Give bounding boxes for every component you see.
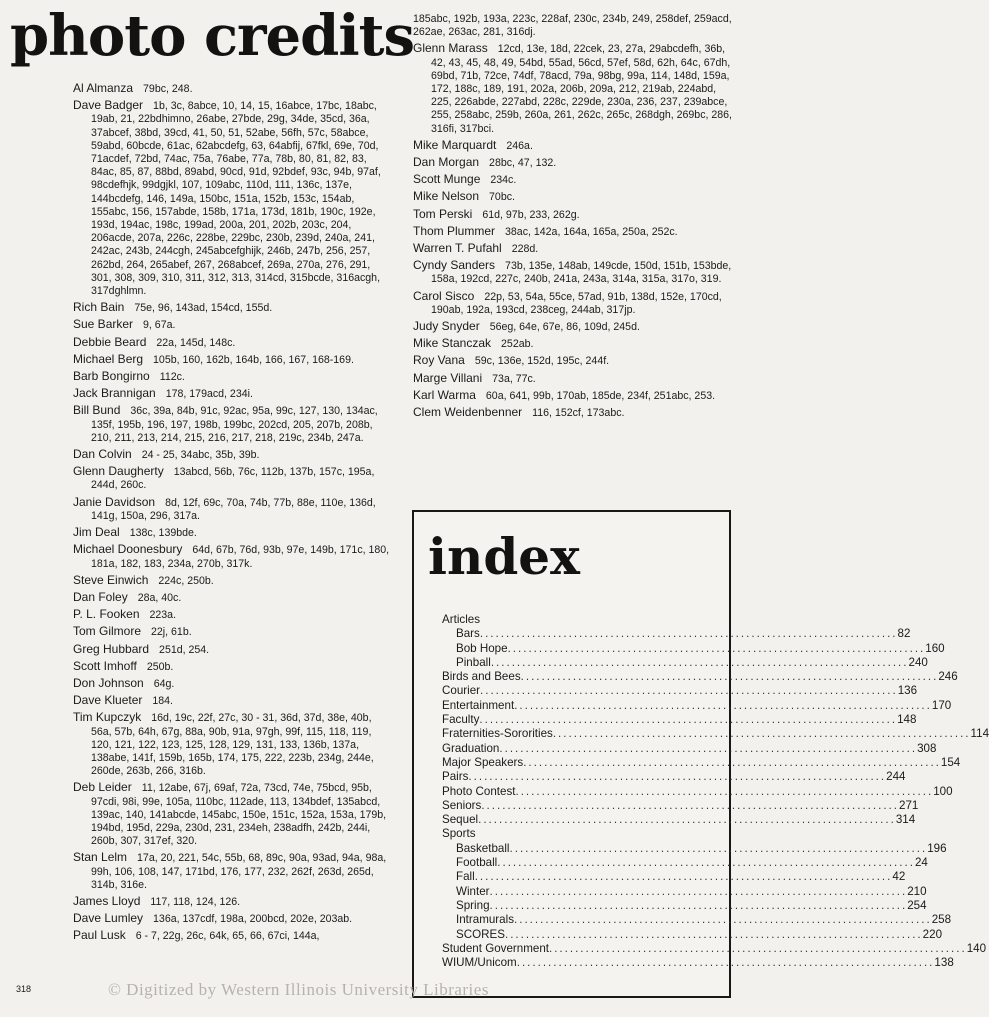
credit-entry xyxy=(73,318,391,332)
index-entry-label: Major Speakers xyxy=(442,755,524,769)
credit-entry xyxy=(413,225,735,239)
dot-leader: ................................................................................ xyxy=(489,898,908,912)
index-entry-page: 140 xyxy=(966,941,987,955)
photographer-name: Dan Foley xyxy=(73,589,128,604)
photographer-name: Michael Berg xyxy=(73,351,144,366)
credit-pages: 138c, 139bde. xyxy=(129,527,197,540)
credit-pages: 11, 12abe, 67j, 69af, 72a, 73cd, 74e, 75bcd, 95b, 97cdi, 98i, 99e, 105a, 110bc, 112ade, 113, 134bdef, 135abcd, 139ac, 140, 141abcde, 145abc, 150e, 151c, 152a, 153a, 179b, 194bd, 195d, 229a, 230d, 231, 234eh, 238adfh, 242b, 244i, 260b, 307, 317ef, 320. xyxy=(91,782,387,848)
index-entry-label: Spring xyxy=(456,898,490,912)
credit-pages: 59c, 136e, 152d, 195c, 244f. xyxy=(474,355,610,368)
credit-entry xyxy=(73,82,391,96)
index-entry-page: 114 xyxy=(970,727,989,741)
photographer-name: Bill Bund xyxy=(73,403,121,418)
photographer-name: Tom Perski xyxy=(413,206,473,221)
photographer-name: Jim Deal xyxy=(73,525,120,540)
credit-entry xyxy=(73,591,391,605)
credit-pages: 64g. xyxy=(153,677,175,690)
index-entry xyxy=(442,755,961,770)
photographer-name: Tim Kupczyk xyxy=(73,710,142,725)
index-entry-label: SCORES xyxy=(456,927,505,941)
index-entry-label: Intramurals xyxy=(456,913,514,927)
photographer-name: Warren T. Pufahl xyxy=(413,241,502,256)
credit-pages: 252ab. xyxy=(501,338,534,351)
credit-entry xyxy=(73,387,391,401)
index-entry-label: Student Government xyxy=(442,941,549,955)
dot-leader: ................................................................................ xyxy=(515,784,934,798)
photographer-name: Dave Badger xyxy=(73,98,144,113)
credits-left-column xyxy=(73,82,391,947)
credit-entry xyxy=(413,42,735,135)
credit-entry xyxy=(413,190,735,204)
credit-pages: 56eg, 64e, 67e, 86, 109d, 245d. xyxy=(489,321,640,334)
credit-pages: 12cd, 13e, 18d, 22cek, 23, 27a, 29abcdefh, 36b, 42, 43, 45, 48, 49, 54bd, 55ad, 56cd, 57ef, 58d, 62h, 64c, 67dh, 69bd, 71b, 72ce, 74df, 78acd, 79a, 98bg, 99a, 114, 148d, 159a, 172, 188c, 189, 191, 202a, 206b, 209a, 212, 219ab, 224abd, 225, 226abde, 227abd, 228c, 229de, 230a, 236, 237, 239abce, 255, 258abc, 259b, 260a, 261, 262c, 265c, 268dgh, 269bc, 286, 316fi, 317bci. xyxy=(431,43,732,135)
credit-pages: 60a, 641, 99b, 170ab, 185de, 234f, 251abc, 253. xyxy=(485,389,716,402)
credit-pages: 136a, 137cdf, 198a, 200bcd, 202e, 203ab. xyxy=(153,913,353,926)
dot-leader: ................................................................................ xyxy=(509,841,928,855)
credit-pages: 105b, 160, 162b, 164b, 166, 167, 168-169. xyxy=(153,353,354,366)
dot-leader: ................................................................................ xyxy=(478,813,896,827)
credit-pages: 73a, 77c. xyxy=(492,372,536,385)
photographer-name: Mike Stanczak xyxy=(413,336,492,351)
credit-entry xyxy=(413,406,735,420)
index-entry-page: 160 xyxy=(925,641,945,655)
credit-entry xyxy=(413,259,735,286)
dot-leader: ................................................................................ xyxy=(514,698,932,712)
index-entry-page: 254 xyxy=(907,898,927,912)
dot-leader: ................................................................................ xyxy=(479,713,898,727)
credit-pages: 250b. xyxy=(146,660,174,673)
photographer-name: Stan Lelm xyxy=(73,850,128,865)
index-entry xyxy=(442,641,945,656)
credit-pages: 36c, 39a, 84b, 91c, 92ac, 95a, 99c, 127, 130, 134ac, 135f, 195b, 196, 197, 198b, 199bc, 202cd, 205, 207b, 208b, 210, 211, 213, 214, 215, 216, 217, 218, 219c, 234b, 247a. xyxy=(91,405,378,444)
credit-entry xyxy=(413,389,735,403)
index-entry-label: Seniors xyxy=(442,798,482,812)
credit-pages: 224c, 250b. xyxy=(158,574,214,587)
index-entry-label: WIUM/Unicom xyxy=(442,956,517,970)
index-entry xyxy=(442,684,918,698)
credit-pages: 73b, 135e, 148ab, 149cde, 150d, 151b, 153bde, 158a, 192cd, 227c, 240b, 241a, 243a, 314a, 315a, 317o, 319. xyxy=(431,260,732,286)
credit-entry xyxy=(73,370,391,384)
index-entry-label: Courier xyxy=(442,684,481,698)
photographer-name: James Lloyd xyxy=(73,893,141,908)
photographer-name: Tom Gilmore xyxy=(73,624,142,639)
index-entry-label: Winter xyxy=(456,884,490,898)
photographer-name: Clem Weidenbenner xyxy=(413,405,523,420)
dot-leader: ................................................................................ xyxy=(468,770,887,784)
page-title: photo credits xyxy=(10,3,414,69)
credit-pages: 64d, 67b, 76d, 93b, 97e, 149b, 171c, 180, 181a, 182, 183, 234a, 270b, 317k. xyxy=(91,544,390,570)
credit-entry xyxy=(413,290,735,317)
dot-leader: ................................................................................ xyxy=(520,670,939,684)
index-entry xyxy=(442,884,927,899)
credit-pages: 223a. xyxy=(149,609,177,622)
credit-pages: 28bc, 47, 132. xyxy=(489,157,557,170)
index-entry-label: Birds and Bees xyxy=(442,670,521,684)
photographer-name: Don Johnson xyxy=(73,675,144,690)
watermark: © Digitized by Western Illinois University Libraries xyxy=(108,980,489,999)
index-entry xyxy=(442,698,952,713)
credit-entry xyxy=(73,336,391,350)
credit-pages: 22a, 145d, 148c. xyxy=(156,336,236,349)
index-entry-label: Bob Hope xyxy=(456,641,508,655)
index-entry xyxy=(442,898,927,913)
dot-leader: ................................................................................ xyxy=(481,798,900,812)
photographer-name: Marge Villani xyxy=(413,370,483,385)
photographer-name: Al Almanza xyxy=(73,81,134,95)
credit-pages: 178, 179acd, 234i. xyxy=(165,388,253,401)
credits-right-column xyxy=(413,13,735,423)
credit-entry xyxy=(73,448,391,462)
photographer-name: Rich Bain xyxy=(73,300,125,315)
index-entry-label: Basketball xyxy=(456,841,510,855)
credit-entry xyxy=(73,851,391,892)
index-entry xyxy=(442,727,989,741)
credit-entry xyxy=(73,711,391,778)
dot-leader: ................................................................................ xyxy=(499,741,918,755)
photographer-name: Glenn Daugherty xyxy=(73,464,164,479)
index-entry xyxy=(442,856,928,870)
credit-entry xyxy=(73,404,391,445)
credit-pages: 1b, 3c, 8abce, 10, 14, 15, 16abce, 17bc, 18abc, 19ab, 21, 22bdhimno, 26abe, 27bde, 29g, 34de, 35cd, 36a, 37abcef, 38bd, 39cd, 41, 50, 51, 52abe, 56fh, 57c, 58abce, 59abd, 60bcde, 61ac, 62abcdefg, 63, 64abfij, 67fkl, 69e, 70d, 71acdef, 72bd, 74ac, 75a, 76abe, 77a, 78b, 80, 81, 82, 83, 84ac, 85, 87, 88bd, 89abd, 90cd, 91d, 92bdef, 93c, 94b, 97af, 98cdefhjk, 99dgjkl, 107, 109abc, 110d, 111, 136c, 137e, 144bcdefg, 146, 149a, 150bc, 151a, 152b, 153c, 154ab, 155abc, 156, 157abde, 158b, 171a, 173d, 181b, 190c, 192e, 193d, 194ac, 198c, 199ad, 200a, 201, 202b, 203c, 204, 206acde, 207a, 226c, 228be, 229bc, 230b, 239d, 240a, 241, 242ac, 243b, 244cgh, 245abcefghijk, 246b, 247b, 256, 257, 262bd, 264, 265abef, 267, 268abcef, 269a, 270a, 276, 291, 301, 308, 309, 310, 311, 312, 313, 314cd, 315bcde, 316acgh, 317dghlmn. xyxy=(91,100,381,298)
index-entry xyxy=(442,627,911,641)
index-entry-label: Entertainment xyxy=(442,698,515,712)
credit-entry xyxy=(73,895,391,909)
photographer-name: Barb Bongirno xyxy=(73,369,150,384)
photographer-name: Carol Sisco xyxy=(413,288,475,303)
index-entry xyxy=(442,613,704,627)
index-entry-label: Graduation xyxy=(442,741,500,755)
index-entry-page: 240 xyxy=(908,655,928,669)
photographer-name: Roy Vana xyxy=(413,353,465,368)
index-entry-page: 148 xyxy=(897,713,917,727)
credit-entry xyxy=(73,643,391,657)
index-entry xyxy=(442,941,987,956)
credit-pages: 117, 118, 124, 126. xyxy=(150,895,241,908)
index-entry xyxy=(442,813,916,827)
dot-leader: ................................................................................ xyxy=(479,627,898,641)
dot-leader: ................................................................................ xyxy=(523,755,941,769)
index-entry-page: 138 xyxy=(934,956,954,970)
photographer-name: Janie Davidson xyxy=(73,494,156,509)
index-entry-page: 196 xyxy=(927,841,947,855)
credit-entry xyxy=(73,929,391,943)
dot-leader: ................................................................................ xyxy=(497,856,915,870)
credit-entry xyxy=(413,156,735,170)
credit-entry xyxy=(73,694,391,708)
index-entry xyxy=(442,913,952,927)
credit-pages: 246a. xyxy=(506,139,533,152)
index-entry-page: 220 xyxy=(922,927,943,941)
dot-leader: ................................................................................ xyxy=(489,884,908,898)
index-entry xyxy=(442,741,937,756)
index-entry xyxy=(442,827,704,841)
photographer-name: Dave Lumley xyxy=(73,911,144,926)
index-entry-label: Sports xyxy=(442,827,476,841)
index-entry xyxy=(442,927,943,942)
credit-pages: 28a, 40c. xyxy=(137,591,182,604)
credit-pages: 17a, 20, 221, 54c, 55b, 68, 89c, 90a, 93ad, 94a, 98a, 99h, 106, 108, 147, 171bd, 176, 177, 232, 262f, 263d, 265d, 314b, 316e. xyxy=(91,852,387,891)
index-entry-page: 100 xyxy=(933,784,953,798)
credit-entry xyxy=(73,660,391,674)
credit-pages: 13abcd, 56b, 76c, 112b, 137b, 157c, 195a, 244d, 260c. xyxy=(91,466,375,492)
credit-entry xyxy=(73,543,391,570)
credit-entry xyxy=(413,372,735,386)
photographer-name: Greg Hubbard xyxy=(73,641,150,656)
photographer-name: Karl Warma xyxy=(413,387,476,402)
photographer-name: Glenn Marass xyxy=(413,41,488,56)
index-box xyxy=(412,510,989,998)
index-entry-label: Pinball xyxy=(456,655,491,669)
credit-pages: 112c. xyxy=(159,371,185,384)
photographer-name: Mike Nelson xyxy=(413,189,480,204)
index-entry-page: 170 xyxy=(931,698,952,712)
index-entry xyxy=(442,784,953,799)
photographer-name: Debbie Beard xyxy=(73,334,147,349)
credit-entry xyxy=(73,608,391,622)
credit-pages: 22p, 53, 54a, 55ce, 57ad, 91b, 138d, 152e, 170cd, 190ab, 192a, 193cd, 238ceg, 244ab, 317jp. xyxy=(431,290,722,316)
credit-entry xyxy=(413,173,735,187)
photographer-name: Dan Colvin xyxy=(73,447,132,462)
photographer-name: Mike Marquardt xyxy=(413,137,497,152)
index-entry-page: 154 xyxy=(940,755,961,769)
credit-entry xyxy=(73,301,391,315)
photographer-name: Dave Klueter xyxy=(73,693,143,708)
credit-pages: 79bc, 248. xyxy=(143,83,193,95)
credit-entry xyxy=(413,208,735,222)
credit-entry xyxy=(73,465,391,492)
photographer-name: Paul Lusk xyxy=(73,928,126,943)
credit-pages: 228d. xyxy=(511,243,539,256)
index-entry-label: Articles xyxy=(442,613,481,626)
index-entry-page: 82 xyxy=(897,627,911,641)
credit-entry xyxy=(73,912,391,926)
index-entry-label: Photo Contest xyxy=(442,784,516,798)
dot-leader: ................................................................................ xyxy=(514,913,932,927)
photographer-name: Sue Barker xyxy=(73,317,134,332)
index-entry-label: Faculty xyxy=(442,713,480,727)
index-entry-page: 42 xyxy=(892,870,906,884)
index-entry-page: 308 xyxy=(917,741,937,755)
dot-leader: ................................................................................ xyxy=(474,870,893,884)
page-number: 318 xyxy=(16,984,32,994)
index-title: index xyxy=(428,527,580,586)
index-entry-label: Sequel xyxy=(442,813,479,827)
credit-pages: 16d, 19c, 22f, 27c, 30 - 31, 36d, 37d, 38e, 40b, 56a, 57b, 64h, 67g, 88a, 90b, 91a, 97gh, 99f, 115, 118, 119, 120, 121, 122, 123, 125, 128, 129, 131, 133, 136b, 137a, 138abe, 141f, 159b, 165b, 174, 175, 222, 223b, 234g, 244e, 260de, 263b, 266, 316b. xyxy=(91,712,374,778)
dot-leader: ................................................................................ xyxy=(516,956,935,970)
credit-pages: 22j, 61b. xyxy=(151,626,192,639)
dot-leader: ................................................................................ xyxy=(490,655,909,669)
photographer-name: Scott Munge xyxy=(413,172,481,187)
credit-entry xyxy=(413,354,735,368)
index-entry-page: 244 xyxy=(886,770,906,784)
credit-entry xyxy=(413,139,735,153)
credit-pages: 8d, 12f, 69c, 70a, 74b, 77b, 88e, 110e, 136d, 141g, 150a, 296, 317a. xyxy=(91,496,376,522)
credit-entry xyxy=(73,677,391,691)
photographer-name: Steve Einwich xyxy=(73,572,149,587)
photographer-name: Dan Morgan xyxy=(413,155,480,170)
photographer-name: Cyndy Sanders xyxy=(413,258,496,273)
credit-pages: 184. xyxy=(152,695,173,708)
credit-entry xyxy=(413,337,735,351)
index-entry-page: 210 xyxy=(907,884,927,898)
credit-pages: 75e, 96, 143ad, 154cd, 155d. xyxy=(134,302,273,315)
credit-pages: 6 - 7, 22g, 26c, 64k, 65, 66, 67ci, 144a, xyxy=(135,930,320,943)
dot-leader: ................................................................................ xyxy=(507,641,926,655)
index-entry-label: Fraternities-Sororities xyxy=(442,727,553,741)
credit-pages: 24 - 25, 34abc, 35b, 39b. xyxy=(141,449,260,462)
index-entry xyxy=(442,770,906,784)
credit-entry xyxy=(73,574,391,588)
credit-continuation: 185abc, 192b, 193a, 223c, 228af, 230c, 234b, 249, 258def, 259acd, 262ae, 263ac, 281, 316dj. xyxy=(413,13,732,39)
credit-entry xyxy=(73,99,391,298)
dot-leader: ................................................................................ xyxy=(552,727,971,741)
index-entry xyxy=(442,870,906,884)
credit-pages: 61d, 97b, 233, 262g. xyxy=(482,208,580,221)
index-entry xyxy=(442,841,947,856)
credit-entry xyxy=(73,625,391,639)
dot-leader: ................................................................................ xyxy=(504,927,923,941)
credit-entry xyxy=(73,526,391,540)
credit-pages: 38ac, 142a, 164a, 165a, 250a, 252c. xyxy=(505,225,678,238)
index-entry-page: 136 xyxy=(897,684,918,698)
index-entry-page: 24 xyxy=(914,856,928,870)
credit-entry xyxy=(73,496,391,523)
photographer-name: Judy Snyder xyxy=(413,319,480,334)
credit-pages: 9, 67a. xyxy=(143,319,176,332)
photographer-name: Scott Imhoff xyxy=(73,658,137,673)
index-entry-label: Fall xyxy=(456,870,475,884)
index-entry xyxy=(442,670,958,684)
dot-leader: ................................................................................ xyxy=(480,684,898,698)
index-list xyxy=(442,613,989,970)
photographer-name: Jack Brannigan xyxy=(73,386,156,401)
photographer-name: Michael Doonesbury xyxy=(73,542,183,557)
index-entry xyxy=(442,798,919,813)
credit-entry xyxy=(73,781,391,848)
photographer-name: Thom Plummer xyxy=(413,223,496,238)
index-entry-label: Football xyxy=(456,856,498,870)
credit-pages: 234c. xyxy=(490,174,517,187)
index-entry-page: 258 xyxy=(931,913,952,927)
index-entry-page: 246 xyxy=(938,670,958,684)
dot-leader: ................................................................................ xyxy=(548,941,967,955)
index-entry-label: Pairs xyxy=(442,770,469,784)
photographer-name: P. L. Fooken xyxy=(73,607,140,622)
credit-pages: 116, 152cf, 173abc. xyxy=(532,407,625,420)
index-entry xyxy=(442,956,954,970)
credit-entry xyxy=(73,353,391,367)
credit-entry xyxy=(413,242,735,256)
index-entry xyxy=(442,655,928,670)
index-entry xyxy=(442,713,917,727)
index-entry-page: 314 xyxy=(895,813,916,827)
index-entry-label: Bars xyxy=(456,627,480,641)
index-entry-page: 271 xyxy=(899,798,919,812)
credit-entry xyxy=(413,320,735,334)
credit-pages: 70bc. xyxy=(489,191,515,204)
photographer-name: Deb Leider xyxy=(73,780,132,795)
credit-pages: 251d, 254. xyxy=(159,643,210,656)
